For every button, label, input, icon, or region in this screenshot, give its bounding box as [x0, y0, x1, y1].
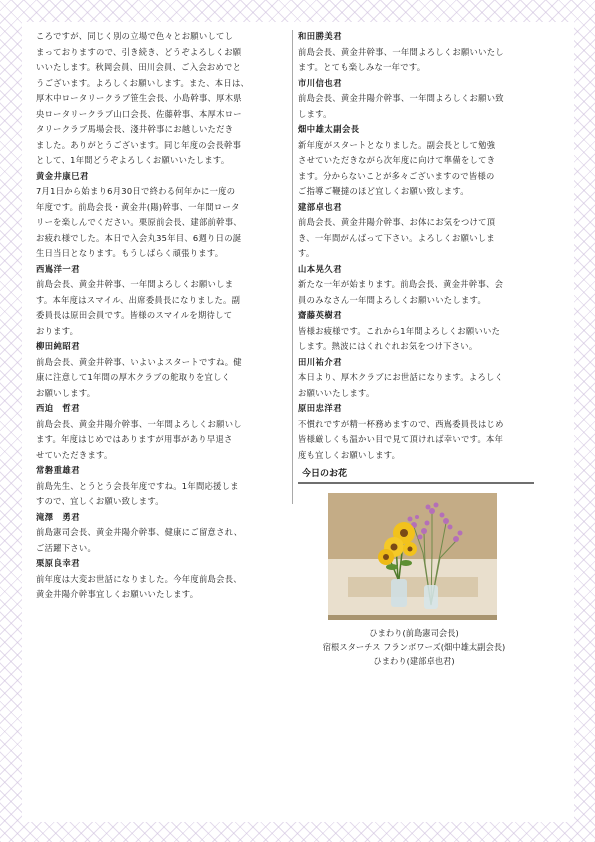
- message-paragraph: [298, 91, 562, 122]
- message-line: うございます。よろしくお願いします。また、本日は、: [36, 77, 250, 88]
- member-name: 栗原良幸君: [36, 558, 80, 568]
- member-name: 畑中雄太副会長: [298, 124, 360, 134]
- message-line: すので、宜しくお願い致します。: [36, 496, 164, 506]
- message-line: 前島会長、黄金井幹事、一年間よろしくお願いいたし: [298, 46, 504, 57]
- member-name: 和田勝美君: [298, 31, 342, 41]
- flower-caption: 宿根スターチス フランボワーズ(畑中雄太副会長): [322, 642, 506, 652]
- message-line: 前島会長、黄金井陽介幹事、一年間よろしくお願い致: [298, 93, 504, 103]
- message-line: 本日より、厚木クラブにお世話になります。よろしく: [298, 372, 504, 382]
- message-paragraph: [298, 277, 562, 308]
- message-line: 前島憲司会長、黄金井陽介幹事、健康にご留意され、: [36, 527, 243, 537]
- message-line: リーを楽しんでください。栗原前会長、建部前幹事、: [36, 217, 242, 227]
- message-line: お願いします。: [36, 387, 96, 398]
- message-line: 康に注意して1年間の厚木クラブの舵取りを宜しく: [36, 372, 231, 382]
- message-line: 央ロータリークラブ山口会長、佐藤幹事、本厚木ロー: [36, 108, 242, 119]
- message-line: します。: [298, 108, 332, 119]
- message-line: ます。分からないことが多々ございますので皆様の: [298, 170, 495, 181]
- message-line: いいたします。秋岡会員、田川会員、ご入会おめでと: [36, 62, 242, 72]
- flower-section-title: 今日のお花: [298, 467, 534, 484]
- message-line: タリークラブ馬場会長、淺井幹事にお越しいただき: [36, 124, 234, 134]
- member-name: 常磐重雄君: [36, 465, 80, 475]
- message-line: 度も宜しくお願いします。: [298, 449, 401, 460]
- message-paragraph: [36, 479, 301, 510]
- message-line: として、1年間どうぞよろしくお願いいたします。: [36, 155, 230, 165]
- page-sheet: [22, 22, 574, 822]
- flower-caption: ひまわり(建部卓也君): [373, 656, 455, 666]
- message-line: 生日当日となります。もうしばらく頑張ります。: [36, 248, 224, 258]
- message-line: 前島会長、黄金井幹事、一年間よろしくお願いしま: [36, 279, 234, 289]
- message-line: 黄金井陽介幹事宜しくお願いいたします。: [36, 589, 199, 599]
- message-line: 委員長は原田会員です。皆様のスマイルを期待して: [36, 310, 233, 320]
- member-name: 西迫 哲君: [36, 403, 80, 413]
- column-divider: [292, 30, 293, 504]
- message-paragraph: [298, 370, 562, 401]
- message-paragraph: [36, 184, 301, 262]
- message-line: ご活躍下さい。: [36, 542, 97, 553]
- message-paragraph: [298, 324, 562, 355]
- message-line: おります。: [36, 325, 79, 336]
- right-column-messages: [298, 29, 562, 463]
- member-name: 滝澤 勇君: [36, 511, 80, 522]
- member-name: 田川祐介君: [298, 356, 342, 367]
- message-line: ます。年度はじめではありますが用事があり早退さ: [36, 434, 233, 444]
- message-line: 前年度は大変お世話になりました。今年度前島会長、: [36, 573, 242, 584]
- message-line: 7月1日から始まり6月30日で終わる何年かに一度の: [36, 186, 236, 196]
- message-line: す。本年度はスマイル、出席委員長になりました。副: [36, 294, 241, 305]
- flower-caption: ひまわり(前島憲司会長): [369, 628, 459, 638]
- member-name: 建部卓也君: [298, 201, 342, 212]
- message-line: 前島会長、黄金井陽介幹事、一年間よろしくお願いし: [36, 418, 242, 429]
- message-line: 新年度がスタートとなりました。副会長として勉強: [298, 139, 496, 150]
- message-line: 前島会長、黄金井陽介幹事、お体にお気をつけて頂: [298, 217, 496, 227]
- message-line: ます。とても楽しみな一年です。: [298, 62, 426, 72]
- message-line: お疲れ様でした。本日で入会丸35年目、6週り日の誕: [36, 232, 242, 243]
- message-line: せていただきます。: [36, 449, 113, 460]
- flower-arrangement-image: [328, 493, 497, 620]
- member-name: 山本晃久君: [298, 263, 342, 274]
- message-paragraph: [36, 417, 301, 464]
- left-column: [36, 29, 301, 603]
- message-line: ころですが、同じく別の立場で色々とお願いしてし: [36, 31, 234, 41]
- message-paragraph: [298, 45, 562, 76]
- member-name: 原田忠洋君: [298, 403, 342, 413]
- member-name: 齋藤英樹君: [298, 310, 342, 320]
- member-name: 黄金井康巳君: [36, 170, 89, 181]
- message-line: します。熱波にはくれぐれお気をつけ下さい。: [298, 341, 478, 351]
- message-line: 厚木中ロータリークラブ笹生会長、小島幹事、厚木県: [36, 93, 242, 103]
- message-line: ご指導ご鞭撻のほど宜しくお願い致します。: [298, 186, 469, 196]
- message-line: ました。ありがとうございます。同じ年度の会長幹事: [36, 139, 242, 150]
- message-paragraph: [36, 277, 301, 339]
- member-name: 柳田純昭君: [36, 341, 80, 351]
- message-line: き、一年間がんばって下さい。よろしくお願いしま: [298, 232, 495, 243]
- right-column: [298, 29, 562, 668]
- member-name: 市川信也君: [298, 77, 342, 88]
- flower-captions: [298, 626, 530, 668]
- message-paragraph: [36, 29, 301, 169]
- message-line: 皆様お疲様です。これから1年間よろしくお願いいた: [298, 325, 501, 336]
- message-line: 前島会長、黄金井幹事、いよいよスタートですね。健: [36, 356, 242, 367]
- message-line: 前島先生、とうとう会長年度ですね。1年間応援しま: [36, 480, 239, 491]
- message-paragraph: [298, 138, 562, 200]
- message-paragraph: [298, 417, 562, 464]
- message-line: させていただきながら次年度に向けて準備をしてき: [298, 155, 496, 165]
- message-paragraph: [36, 572, 301, 603]
- message-line: まっておりますので、引き続き、どうぞよろしくお願: [36, 46, 242, 57]
- flower-photo: [328, 493, 497, 620]
- member-name: 西嶌洋一君: [36, 263, 80, 274]
- message-line: 年度です。前島会長・黄金井(陽)幹事、一年間ロータ: [36, 201, 240, 212]
- message-paragraph: [298, 215, 562, 262]
- message-line: 新たな一年が始まります。前島会長、黄金井幹事、会: [298, 279, 504, 289]
- message-line: 皆様厳しくも温かい目で見て頂ければ幸いです。本年: [298, 434, 504, 444]
- message-line: す。: [298, 248, 315, 258]
- message-paragraph: [36, 525, 301, 556]
- message-line: 員のみなさん一年間よろしくお願いいたします。: [298, 294, 487, 305]
- message-paragraph: [36, 355, 301, 402]
- message-line: 不慣れですが精一杯務めますので、西嶌委員長はじめ: [298, 418, 504, 429]
- message-line: お願いいたします。: [298, 387, 375, 398]
